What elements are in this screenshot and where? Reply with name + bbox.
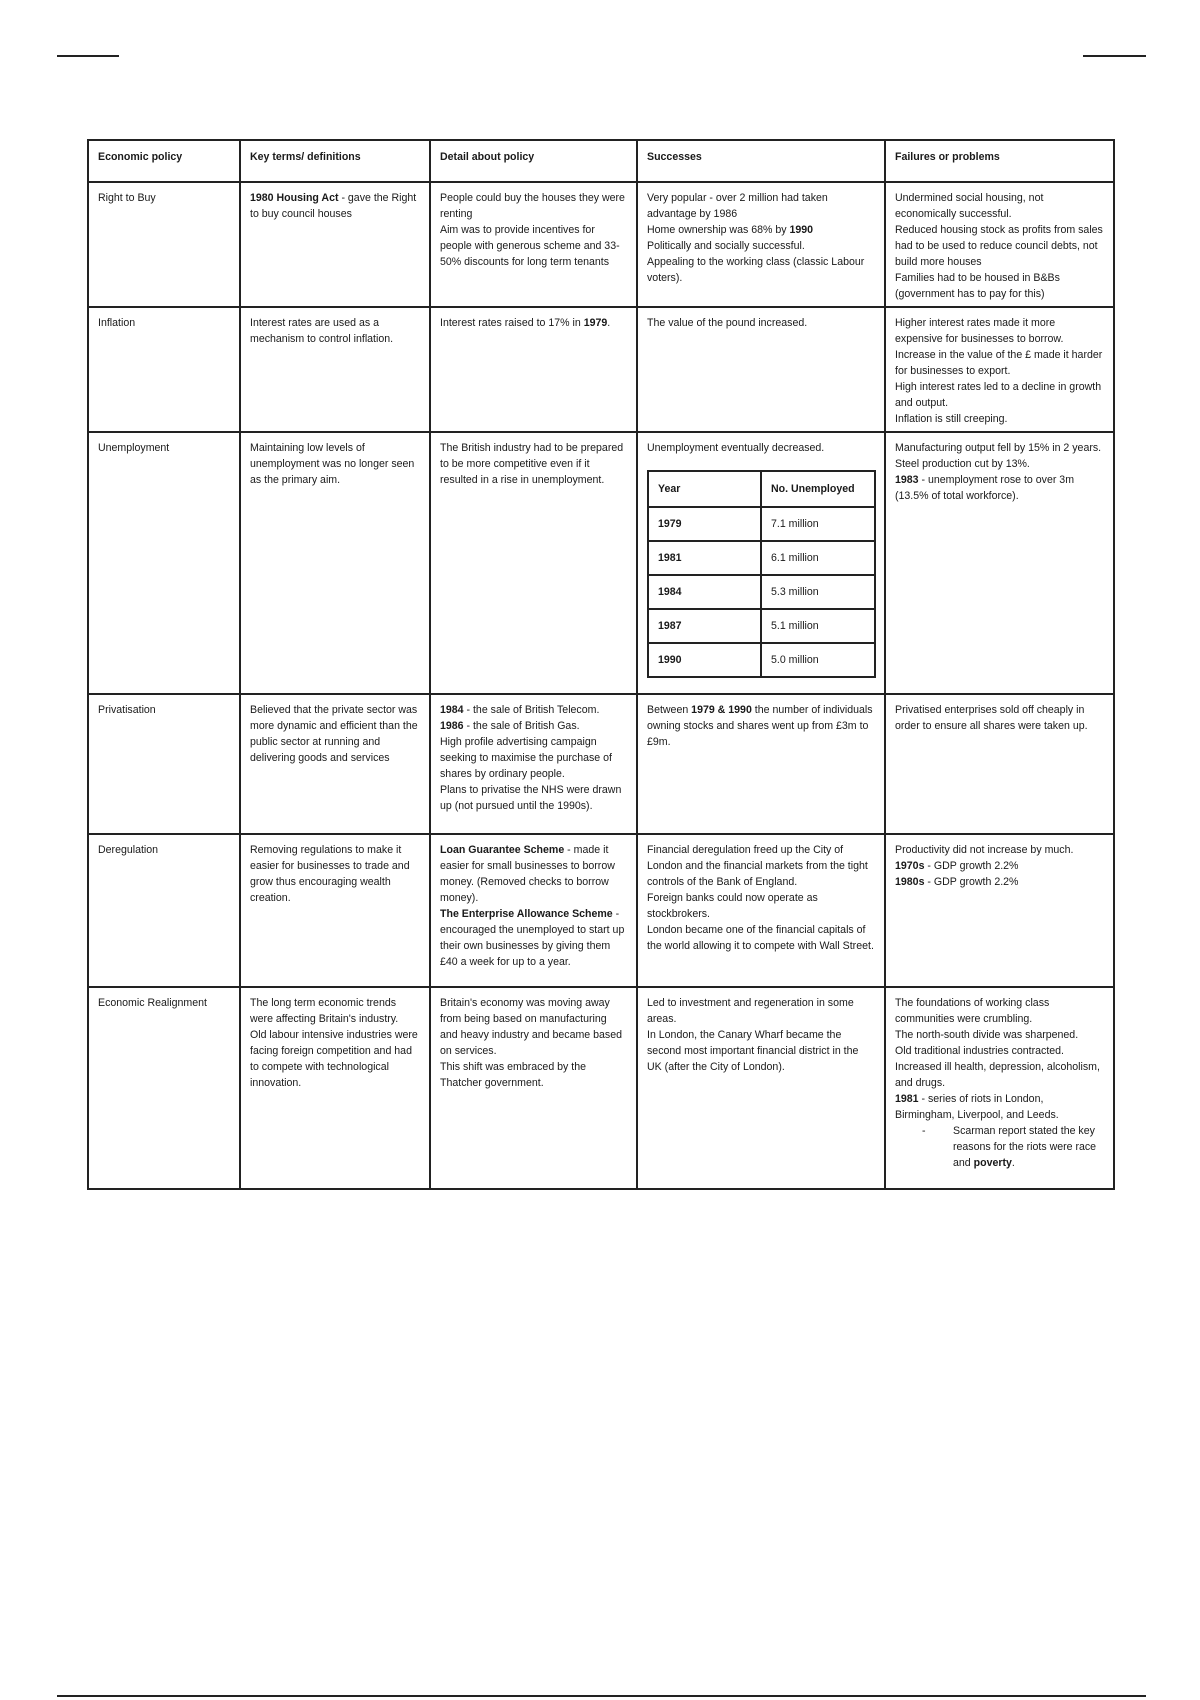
unemployment-value: 5.0 million: [761, 643, 875, 677]
unemployment-row: [648, 575, 875, 609]
line-text: Interest rates are used as a mechanism to control inflation.: [250, 317, 394, 345]
line-text: Home ownership was 68% by: [647, 224, 790, 236]
detail-cell: [430, 432, 637, 694]
policy-name: Deregulation: [88, 834, 240, 987]
unemployment-year: 1981: [648, 541, 761, 575]
line-text: Old labour intensive industries were facing foreign competition and had to compete with technological innovation.: [250, 1029, 418, 1089]
bold-term: 1979 & 1990: [691, 704, 752, 716]
failures-line: [895, 270, 1104, 302]
detail-line: [440, 906, 627, 970]
policy-name: Unemployment: [88, 432, 240, 694]
bold-term: 1986: [440, 720, 464, 732]
line-text: London became one of the financial capitals of the world allowing it to compete with Wall Street.: [647, 924, 874, 952]
line-text: Unemployment eventually decreased.: [647, 442, 825, 454]
unemployment-header-year: Year: [648, 471, 761, 507]
key-terms-line: [250, 702, 420, 766]
line-text: Between: [647, 704, 692, 716]
line-text: Undermined social housing, not economically successful.: [895, 192, 1044, 220]
header-economic-policy: Economic policy: [88, 140, 240, 182]
successes-line: [647, 1027, 875, 1075]
successes-lines: [647, 440, 875, 456]
unemployment-row: [648, 609, 875, 643]
bold-term: 1990: [789, 224, 814, 236]
unemployment-row: [648, 507, 875, 541]
unemployment-year: 1979: [648, 507, 761, 541]
failures-cell: [885, 834, 1114, 987]
bullet-bold-text: poverty: [973, 1157, 1012, 1169]
line-text: High profile advertising campaign seeking to maximise the purchase of shares by ordinary people.: [440, 736, 612, 780]
line-text: Foreign banks could now operate as stockbrokers.: [647, 892, 818, 920]
failures-line: [895, 702, 1104, 734]
unemployment-value: 5.3 million: [761, 575, 875, 609]
line-text: Steel production cut by 13%.: [895, 458, 1030, 470]
key-terms-line: [250, 190, 420, 222]
key-terms-cell: [240, 307, 430, 432]
policy-name: Economic Realignment: [88, 987, 240, 1189]
line-text: The value of the pound increased.: [647, 317, 808, 329]
bold-term: The Enterprise Allowance Scheme: [440, 908, 613, 920]
line-text: The British industry had to be prepared to be more competitive even if it resulted in a rise in unemployment.: [440, 442, 624, 486]
unemployment-header-row: [648, 471, 875, 507]
key-terms-cell: [240, 182, 430, 307]
header-failures: Failures or problems: [885, 140, 1114, 182]
line-text: The foundations of working class communities were crumbling.: [895, 997, 1050, 1025]
line-text: In London, the Canary Wharf became the second most important financial district in the UK (after the City of London).: [647, 1029, 859, 1073]
successes-line: [647, 315, 875, 331]
failures-bullet: [895, 1123, 1104, 1171]
policy-name: Inflation: [88, 307, 240, 432]
successes-cell: [637, 432, 885, 694]
header-detail: Detail about policy: [430, 140, 637, 182]
failures-line: [895, 1043, 1104, 1059]
failures-line: [895, 456, 1104, 472]
line-text: Removing regulations to make it easier for businesses to trade and grow thus encouraging wealth creation.: [250, 844, 410, 904]
unemployment-header-number: No. Unemployed: [761, 471, 875, 507]
failures-line: [895, 411, 1104, 427]
line-text: Reduced housing stock as profits from sales had to be used to reduce council debts, not build more houses: [895, 224, 1103, 268]
failures-cell: [885, 987, 1114, 1189]
line-text: Aim was to provide incentives for people with generous scheme and 33-50% discounts for long term tenants: [440, 224, 620, 268]
line-text: The long term economic trends were affecting Britain's industry.: [250, 997, 399, 1025]
bold-term: 1984: [440, 704, 464, 716]
successes-line: [647, 922, 875, 954]
line-text: Old traditional industries contracted.: [895, 1045, 1064, 1057]
policy-name: Right to Buy: [88, 182, 240, 307]
failures-line: [895, 858, 1104, 874]
line-text: Financial deregulation freed up the City of London and the financial markets from the tight controls of the Bank of England.: [647, 844, 868, 888]
failures-cell: [885, 694, 1114, 834]
line-text-end: .: [607, 317, 611, 329]
detail-line: [440, 702, 627, 718]
failures-line: [895, 1091, 1104, 1123]
failures-line: [895, 347, 1104, 379]
key-terms-line: [250, 995, 420, 1027]
detail-line: [440, 440, 627, 488]
failures-line: [895, 440, 1104, 456]
detail-line: [440, 734, 627, 782]
line-text: - unemployment rose to over 3m (13.5% of total workforce).: [895, 474, 1075, 502]
header-row: [88, 140, 1114, 182]
detail-line: [440, 995, 627, 1059]
line-text: - gave the Right to buy council houses: [250, 192, 417, 220]
line-text: Appealing to the working class (classic Labour voters).: [647, 256, 865, 284]
line-text: - GDP growth 2.2%: [924, 876, 1019, 888]
header-rule-left: [57, 55, 119, 57]
line-text: Believed that the private sector was more dynamic and efficient than the public sector at running and delivering goods and services: [250, 704, 418, 764]
key-terms-cell: [240, 987, 430, 1189]
bold-term: Loan Guarantee Scheme: [440, 844, 565, 856]
line-text: Maintaining low levels of unemployment was no longer seen as the primary aim.: [250, 442, 415, 486]
bold-term: 1970s: [895, 860, 925, 872]
line-text: Increased ill health, depression, alcoholism, and drugs.: [895, 1061, 1100, 1089]
unemployment-row: [648, 643, 875, 677]
line-text: Manufacturing output fell by 15% in 2 years.: [895, 442, 1102, 454]
failures-line: [895, 842, 1104, 858]
key-terms-line: [250, 1027, 420, 1091]
row-privatisation: [88, 694, 1114, 834]
line-text: Led to investment and regeneration in some areas.: [647, 997, 854, 1025]
key-terms-cell: [240, 432, 430, 694]
line-text: - series of riots in London, Birmingham, Liverpool, and Leeds.: [895, 1093, 1059, 1121]
successes-line: [647, 190, 875, 222]
header-key-terms: Key terms/ definitions: [240, 140, 430, 182]
bold-term: 1980s: [895, 876, 925, 888]
failures-line: [895, 222, 1104, 270]
successes-line: [647, 222, 875, 238]
successes-line: [647, 440, 875, 456]
line-text: People could buy the houses they were renting: [440, 192, 625, 220]
successes-line: [647, 702, 875, 750]
row-deregulation: [88, 834, 1114, 987]
detail-line: [440, 222, 627, 270]
row-unemployment: [88, 432, 1114, 694]
footer-rule: [57, 1695, 1146, 1697]
line-text: Privatised enterprises sold off cheaply in order to ensure all shares were taken up.: [895, 704, 1088, 732]
successes-line: [647, 254, 875, 286]
line-text: Interest rates raised to 17% in: [440, 317, 584, 329]
header-rule-right: [1083, 55, 1146, 57]
failures-line: [895, 190, 1104, 222]
successes-line: [647, 238, 875, 254]
line-text: - encouraged the unemployed to start up their own businesses by giving them £40 a week for up to a year.: [440, 908, 625, 968]
detail-line: [440, 782, 627, 814]
bullet-marker: -: [922, 1125, 926, 1137]
line-text: Productivity did not increase by much.: [895, 844, 1074, 856]
unemployment-value: 6.1 million: [761, 541, 875, 575]
failures-line: [895, 1059, 1104, 1091]
failures-line: [895, 995, 1104, 1027]
unemployment-value: 7.1 million: [761, 507, 875, 541]
line-text: - made it easier for small businesses to borrow money. (Removed checks to borrow money).: [440, 844, 615, 904]
line-text: This shift was embraced by the Thatcher government.: [440, 1061, 587, 1089]
line-text: The north-south divide was sharpened.: [895, 1029, 1079, 1041]
successes-line: [647, 890, 875, 922]
failures-cell: [885, 307, 1114, 432]
successes-cell: [637, 834, 885, 987]
bullet-text: Scarman report stated the key reasons for the riots were race and: [953, 1125, 1097, 1169]
bold-term: 1980 Housing Act: [250, 192, 339, 204]
row-right-to-buy: [88, 182, 1114, 307]
failures-line: [895, 315, 1104, 347]
successes-line: [647, 842, 875, 890]
detail-line: [440, 1059, 627, 1091]
unemployment-year: 1990: [648, 643, 761, 677]
detail-cell: [430, 834, 637, 987]
unemployment-figures-table: [647, 470, 876, 678]
unemployment-row: [648, 541, 875, 575]
line-text: Very popular - over 2 million had taken advantage by 1986: [647, 192, 828, 220]
unemployment-year: 1987: [648, 609, 761, 643]
bullet-text-end: .: [1011, 1157, 1015, 1169]
line-text: High interest rates led to a decline in growth and output.: [895, 381, 1102, 409]
detail-cell: [430, 694, 637, 834]
row-inflation: [88, 307, 1114, 432]
detail-line: [440, 718, 627, 734]
successes-cell: [637, 987, 885, 1189]
header-successes: Successes: [637, 140, 885, 182]
detail-line: [440, 190, 627, 222]
unemployment-year: 1984: [648, 575, 761, 609]
key-terms-line: [250, 315, 420, 347]
detail-cell: [430, 307, 637, 432]
line-text: Plans to privatise the NHS were drawn up (not pursued until the 1990s).: [440, 784, 622, 812]
failures-cell: [885, 182, 1114, 307]
key-terms-line: [250, 440, 420, 488]
failures-cell: [885, 432, 1114, 694]
line-text: Higher interest rates made it more expensive for businesses to borrow.: [895, 317, 1064, 345]
economic-policy-table: [87, 139, 1115, 1190]
line-text-end: the number of individuals owning stocks and shares went up from £3m to £9m.: [647, 704, 873, 748]
row-economic-realignment: [88, 987, 1114, 1189]
bold-term: 1979: [583, 317, 608, 329]
successes-cell: [637, 694, 885, 834]
unemployment-value: 5.1 million: [761, 609, 875, 643]
detail-line: [440, 842, 627, 906]
line-text: - the sale of British Gas.: [463, 720, 580, 732]
key-terms-line: [250, 842, 420, 906]
successes-cell: [637, 307, 885, 432]
bold-term: 1983: [895, 474, 919, 486]
successes-line: [647, 995, 875, 1027]
detail-cell: [430, 987, 637, 1189]
policy-name: Privatisation: [88, 694, 240, 834]
line-text: Britain's economy was moving away from being based on manufacturing and heavy industry and became based on services.: [440, 997, 622, 1057]
failures-line: [895, 379, 1104, 411]
line-text: Inflation is still creeping.: [895, 413, 1008, 425]
successes-cell: [637, 182, 885, 307]
failures-lines: [895, 995, 1104, 1123]
detail-line: [440, 315, 627, 331]
line-text: Politically and socially successful.: [647, 240, 805, 252]
line-text: Families had to be housed in B&Bs (government has to pay for this): [895, 272, 1060, 300]
key-terms-cell: [240, 694, 430, 834]
line-text: - the sale of British Telecom.: [463, 704, 600, 716]
failures-line: [895, 472, 1104, 504]
line-text: Increase in the value of the £ made it harder for businesses to export.: [895, 349, 1103, 377]
failures-line: [895, 1027, 1104, 1043]
line-text: - GDP growth 2.2%: [924, 860, 1019, 872]
detail-cell: [430, 182, 637, 307]
failures-line: [895, 874, 1104, 890]
bold-term: 1981: [895, 1093, 919, 1105]
key-terms-cell: [240, 834, 430, 987]
